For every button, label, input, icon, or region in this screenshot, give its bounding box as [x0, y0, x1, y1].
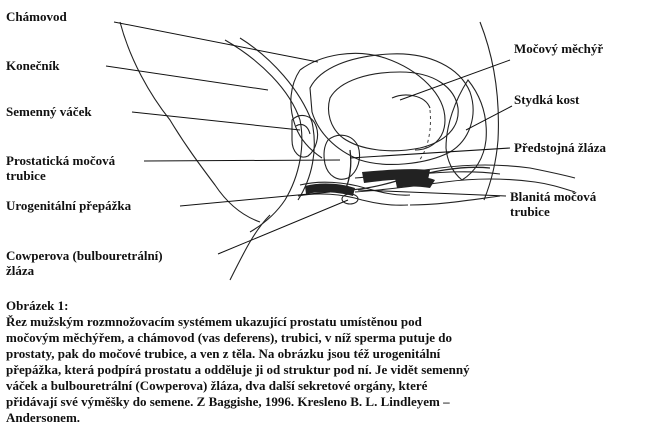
caption-line: váček a bulbouretrální (Cowperova) žláza, dva další sekretové orgány, které [6, 378, 428, 393]
caption-heading: Obrázek 1: [6, 298, 69, 313]
pointer-cowperova [218, 200, 348, 254]
bladder-fill-curve [392, 95, 430, 108]
rectum-shape [225, 40, 302, 232]
pointer-prostaticka [144, 160, 340, 161]
pointer-urogenitalni [180, 192, 330, 206]
label-blanita-line1: Blanitá močová [510, 189, 597, 204]
label-cowperova-line1: Cowperova (bulbouretrální) [6, 248, 163, 263]
figure-caption [6, 298, 666, 426]
label-predstojna: Předstojná žláza [514, 140, 607, 155]
body-outline-back [120, 22, 260, 222]
pointer-chamovod [114, 22, 318, 62]
shaded-bulb-2 [395, 177, 435, 188]
caption-line: Andersonem. [6, 410, 81, 425]
label-blanita-line2: trubice [510, 204, 550, 219]
caption-line: přepážka, která podpírá prostatu a odděluje ji od struktur pod ní. Je vidět semenný [6, 362, 470, 377]
label-stydka-kost: Stydká kost [514, 92, 580, 107]
pointer-blanita [358, 190, 506, 196]
vas-deferens-down [291, 70, 322, 158]
label-prostaticka-line1: Prostatická močová [6, 153, 116, 168]
label-cowperova-line2: žláza [6, 263, 35, 278]
body-outline-lower [230, 215, 270, 280]
pointer-konecnik [106, 66, 268, 90]
pointer-semenny [132, 112, 300, 130]
label-prostaticka-line2: trubice [6, 168, 46, 183]
rectum-inner [240, 38, 314, 200]
caption-line: přidávají své výměšky do semene. Z Baggishe, 1996. Kresleno B. L. Lindleyem – [6, 394, 450, 409]
caption-line: prostaty, pak do močové trubice, a ven z těla. Na obrázku jsou též urogenitální [6, 346, 441, 361]
caption-line: Řez mužským rozmnožovacím systémem ukazující prostatu umístěnou pod [6, 314, 422, 329]
pointer-mechyr [400, 60, 510, 100]
caption-line: močovým měchýřem, a chámovod (vas deferens), trubici, v níž sperma putuje do [6, 330, 453, 345]
cowper-gland [342, 194, 358, 204]
bone-dashed [418, 110, 431, 162]
bladder-outer [310, 54, 473, 165]
label-semenny-vacek: Semenný váček [6, 104, 92, 119]
label-urogenitalni: Urogenitální přepážka [6, 198, 132, 213]
label-konecnik: Konečník [6, 58, 60, 73]
vas-deferens-loop [300, 53, 445, 150]
label-chamovod: Chámovod [6, 9, 67, 24]
penis-lower [410, 196, 500, 205]
label-mocovy-mechyr: Močový měchýř [514, 41, 604, 56]
